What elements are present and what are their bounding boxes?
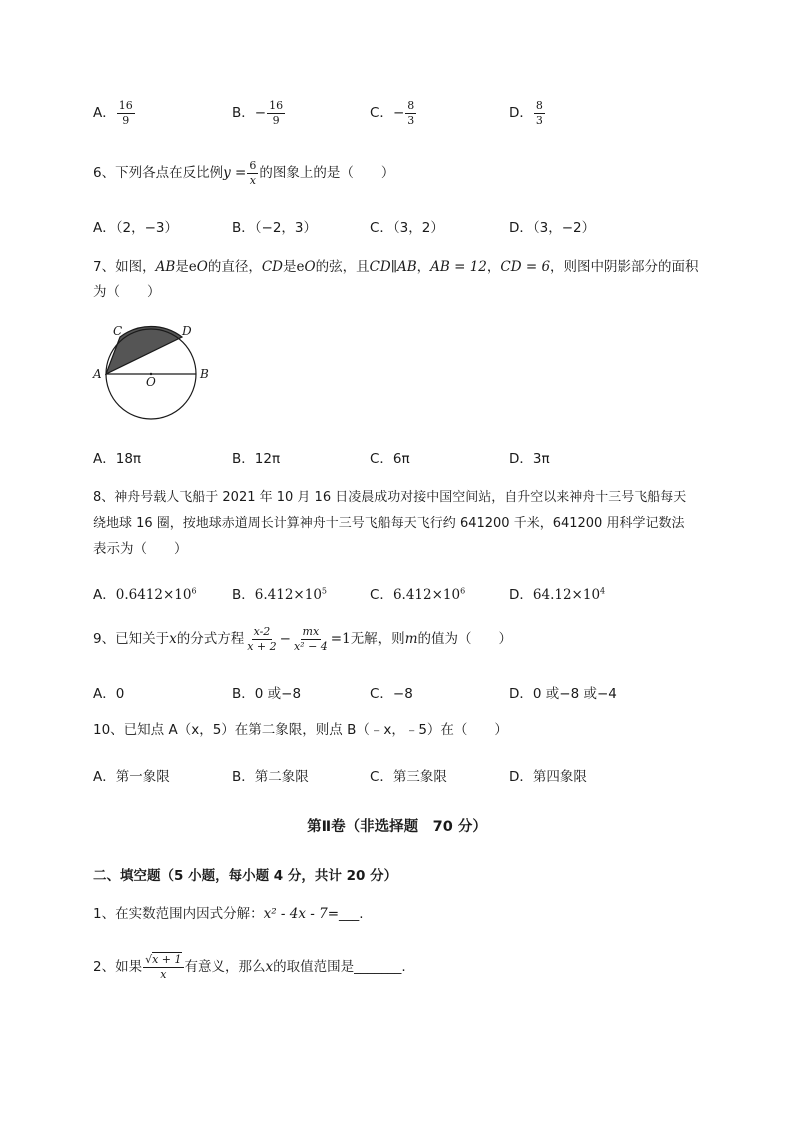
- label-o: O: [146, 375, 156, 389]
- option-label: D．: [509, 105, 533, 122]
- fraction-denominator: 3: [535, 113, 543, 127]
- radicand: x + 1: [152, 953, 182, 966]
- label-d: D: [182, 324, 192, 338]
- fraction-numerator: x-2: [253, 625, 271, 638]
- fraction-numerator: 16: [269, 99, 284, 112]
- option-exponent: 4: [600, 586, 606, 596]
- fraction: [267, 100, 285, 126]
- q7-option-b: B．12π: [232, 451, 281, 467]
- answer-blank: =___.: [327, 906, 364, 922]
- part-title: 二、填空题（5 小题，每小题 4 分，共计 20 分）: [93, 868, 398, 884]
- section-title: 第Ⅱ卷（非选择题 70 分）: [307, 819, 487, 835]
- fraction-2: [292, 626, 330, 652]
- q7-option-d: D．3π: [509, 451, 550, 467]
- math-expression: CD∥AB: [369, 259, 417, 275]
- fraction: [405, 100, 416, 126]
- circle-symbol: e: [188, 259, 197, 275]
- math-segment: AB: [155, 259, 176, 275]
- fraction-denominator: 9: [272, 113, 280, 127]
- q10-option-c: C．第三象限: [370, 769, 447, 785]
- question-8-line-3: 表示为（ ）: [93, 541, 188, 557]
- fraction-denominator: x: [249, 173, 256, 187]
- q6-option-c: C．（3，2）: [370, 220, 444, 236]
- question-text: 的分式方程: [176, 631, 245, 648]
- fraction-denominator: 9: [122, 113, 130, 127]
- question-text: 无解，则: [350, 631, 405, 648]
- q10-option-a: A．第一象限: [93, 769, 170, 785]
- q10-option-b: B．第二象限: [232, 769, 309, 785]
- math-expression: CD = 6: [500, 259, 551, 275]
- question-text: 是: [175, 259, 189, 275]
- label-b: B: [200, 367, 209, 381]
- math-variable: x: [169, 631, 177, 648]
- sqrt-fraction: [143, 954, 183, 980]
- q8-option-c: [370, 583, 465, 603]
- fraction-numerator: 16: [118, 99, 133, 112]
- question-text: ，则图中阴影部分的面积: [550, 259, 699, 275]
- question-7-line-2: 为（ ）: [93, 284, 161, 300]
- q9-option-b: B．0 或−8: [232, 686, 302, 702]
- option-label: D．: [509, 587, 533, 603]
- fill-question-2: [93, 954, 406, 980]
- q5-option-c: [370, 100, 417, 126]
- question-text: 的值为（ ）: [417, 631, 512, 648]
- fraction-numerator: 6: [249, 159, 257, 172]
- question-9: [93, 626, 512, 652]
- question-text: 是: [283, 259, 297, 275]
- fraction-numerator: [143, 954, 183, 968]
- q7-option-a: A．18π: [93, 451, 142, 467]
- q8-option-a: [93, 583, 197, 603]
- math-segment: CD: [261, 259, 283, 275]
- question-8-line-2: 绕地球 16 圈，按地球赤道周长计算神舟十三号飞船每天飞行约 641200 千米，641200 用科学记数法: [93, 516, 685, 531]
- question-6: [93, 160, 394, 186]
- q9-option-a: A．0: [93, 686, 125, 702]
- q9-option-c: C．−8: [370, 686, 413, 702]
- math-variable: m: [404, 631, 418, 648]
- question-text: 1、在实数范围内因式分解：: [93, 906, 264, 922]
- label-c: C: [113, 324, 123, 338]
- q5-option-b: [232, 100, 286, 126]
- question-text: 2、如果: [93, 959, 143, 976]
- option-label: C．: [370, 105, 393, 122]
- q7-option-c: C．6π: [370, 451, 410, 467]
- option-label: B．: [232, 587, 255, 603]
- fraction-numerator: 8: [535, 99, 543, 112]
- option-label: A．: [93, 105, 116, 122]
- fraction: [247, 160, 258, 186]
- option-base: 0.6412×10: [115, 587, 192, 603]
- option-label: B．: [232, 105, 255, 122]
- math-point: O: [304, 259, 316, 275]
- math-expression: AB = 12: [430, 259, 487, 275]
- answer-blank: 的取值范围是_______.: [273, 959, 406, 976]
- option-base: 6.412×10: [254, 587, 322, 603]
- q6-option-b: B．（−2，3）: [232, 220, 318, 236]
- fill-question-1: [93, 902, 364, 926]
- minus-sign: −: [392, 105, 405, 122]
- option-base: 64.12×10: [532, 587, 601, 603]
- label-a: A: [93, 367, 102, 381]
- question-text: 9、已知关于: [93, 631, 170, 648]
- option-base: 6.412×10: [392, 587, 461, 603]
- question-text: 6、下列各点在反比例: [93, 165, 224, 182]
- q5-option-d: [509, 100, 546, 126]
- fraction-denominator: 3: [407, 113, 415, 127]
- minus-sign: −: [279, 631, 291, 648]
- q9-option-d: D．0 或−8 或−4: [509, 686, 617, 702]
- q10-option-d: D．第四象限: [509, 769, 587, 785]
- question-text: 有意义，那么: [184, 959, 266, 976]
- option-exponent: 5: [321, 586, 327, 596]
- fraction-denominator: x² − 4: [293, 639, 328, 653]
- math-expression: =1: [330, 631, 351, 648]
- fraction: [534, 100, 545, 126]
- fraction-denominator: x + 2: [247, 639, 277, 653]
- question-10: 10、已知点 A（x，5）在第二象限，则点 B（﹣x，﹣5）在（ ）: [93, 722, 508, 738]
- q5-option-a: [93, 100, 136, 126]
- separator: ，: [416, 259, 431, 275]
- question-8-line-1: 8、神舟号载人飞船于 2021 年 10 月 16 日凌晨成功对接中国空间站，自升空以来神舟十三号飞船每天: [93, 490, 687, 505]
- option-exponent: 6: [460, 586, 466, 596]
- fraction: [117, 100, 135, 126]
- math-variable: x: [265, 959, 274, 976]
- q8-option-d: [509, 583, 605, 603]
- q6-option-a: A．（2，−3）: [93, 220, 178, 236]
- question-text: 7、如图，: [93, 259, 156, 275]
- fraction-denominator: x: [160, 967, 167, 981]
- option-label: A．: [93, 587, 116, 603]
- circle-symbol: e: [296, 259, 305, 275]
- question-text: 的直径，: [207, 259, 262, 275]
- math-expression: x² - 4x - 7: [263, 906, 328, 922]
- minus-sign: −: [254, 105, 267, 122]
- option-exponent: 6: [191, 586, 197, 596]
- question-text: 的图象上的是（ ）: [259, 165, 395, 182]
- q6-option-d: D．（3，−2）: [509, 220, 596, 236]
- fraction-1: [245, 626, 278, 652]
- fraction-numerator: 8: [407, 99, 415, 112]
- math-point: O: [196, 259, 208, 275]
- math-expression: y =: [223, 165, 247, 182]
- q8-option-b: [232, 583, 327, 603]
- question-7-line-1: [93, 255, 699, 279]
- option-label: C．: [370, 587, 393, 603]
- question-text: 的弦，且: [315, 259, 370, 275]
- fraction-numerator: mx: [302, 625, 320, 638]
- sqrt-icon: √: [145, 953, 153, 966]
- separator: ，: [486, 259, 501, 275]
- circle-figure: [90, 318, 220, 430]
